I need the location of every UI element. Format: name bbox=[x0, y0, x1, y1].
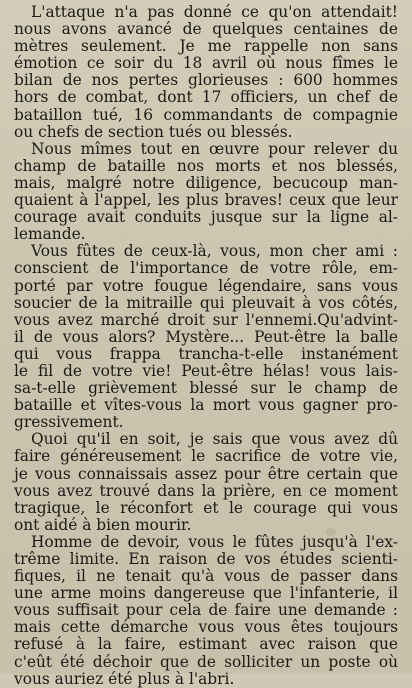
text-line: je vous connaissais assez pour être certain que bbox=[14, 464, 398, 483]
text-line: ont aidé à bien mourir. bbox=[14, 515, 192, 534]
paragraph-3 bbox=[14, 243, 398, 431]
text-line: nous avons avancé de quelques centaines de bbox=[14, 20, 398, 39]
text-line: L'attaque n'a pas donné ce qu'on attendait! bbox=[31, 3, 398, 21]
paragraph-5 bbox=[14, 534, 398, 688]
text-line: trême limite. En raison de vos études scienti- bbox=[14, 550, 398, 568]
text-line: faire généreusement le sacrifice de votre vie, bbox=[14, 447, 398, 466]
text-line: bataille et vîtes-vous la mort vous gagner pro- bbox=[14, 396, 398, 415]
paper-stain bbox=[60, 300, 66, 306]
text-line: vous avez marché droit sur l'ennemi.Qu'advint- bbox=[14, 310, 398, 329]
text-line: fiques, il ne tenait qu'à vous de passer dans bbox=[14, 567, 398, 586]
text-line: qui vous frappa trancha-t-elle instanément bbox=[14, 344, 398, 363]
text-line: refusé à la faire, estimant avec raison que bbox=[14, 635, 398, 654]
text-line: il de vous alors? Mystère... Peut-être la balle bbox=[14, 327, 398, 346]
paragraph-1 bbox=[14, 4, 398, 141]
text-line: vous avez trouvé dans la prière, en ce moment bbox=[14, 481, 398, 500]
text-line: mais cette démarche vous vous êtes toujours bbox=[14, 618, 398, 637]
paragraph-4 bbox=[14, 431, 398, 534]
text-line: courage avait conduits jusque sur la ligne al- bbox=[14, 208, 398, 227]
text-line: Quoi qu'il en soit, je sais que vous avez dû bbox=[31, 430, 398, 449]
text-line: sa-t-elle grièvement blessé sur le champ de bbox=[14, 379, 398, 398]
text-line: soucier de la mitraille qui pleuvait à vos côtés, bbox=[14, 293, 398, 312]
text-line: quaient à l'appel, les plus braves! ceux que leur bbox=[14, 191, 398, 210]
text-line: vous suffisait pour cela de faire une demande : bbox=[14, 601, 398, 620]
text-line: vous auriez été plus à l'abri. bbox=[14, 669, 235, 688]
text-line: ou chefs de section tués ou blessés. bbox=[14, 122, 293, 141]
text-line: une arme moins dangereuse que l'infanterie, il bbox=[14, 584, 398, 603]
text-line: le fil de votre vie! Peut-être hélas! vous lais- bbox=[14, 361, 398, 380]
paragraph-2 bbox=[14, 141, 398, 244]
paper-stain bbox=[326, 528, 336, 536]
text-line: bilan de nos pertes glorieuses : 600 hommes bbox=[14, 71, 398, 90]
text-line: mètres seulement. Je me rappelle non sans bbox=[14, 37, 398, 56]
text-line: émotion ce soir du 18 avril où nous fîmes le bbox=[14, 54, 398, 73]
text-line: hors de combat, dont 17 officiers, un chef de bbox=[14, 88, 398, 107]
text-line: porté par votre fougue légendaire, sans vous bbox=[14, 276, 398, 295]
text-line: mais, malgré notre diligence, becucoup man- bbox=[14, 173, 398, 192]
text-line: conscient de l'importance de votre rôle, em- bbox=[14, 259, 398, 278]
text-line: Nous mîmes tout en œuvre pour relever du bbox=[31, 139, 398, 158]
text-line: Homme de devoir, vous le fûtes jusqu'à l'ex- bbox=[31, 532, 398, 551]
text-line: champ de bataille nos morts et nos blessés, bbox=[14, 156, 398, 175]
text-line: bataillon tué, 16 commandants de compagnie bbox=[14, 105, 398, 124]
text-line: gressivement. bbox=[14, 413, 124, 432]
text-line: c'eût été déchoir que de solliciter un poste où bbox=[14, 652, 398, 671]
text-line: Vous fûtes de ceux-là, vous, mon cher ami : bbox=[31, 242, 398, 261]
text-line: lemande. bbox=[14, 225, 86, 244]
text-line: tragique, le réconfort et le courage qui vous bbox=[14, 498, 398, 517]
